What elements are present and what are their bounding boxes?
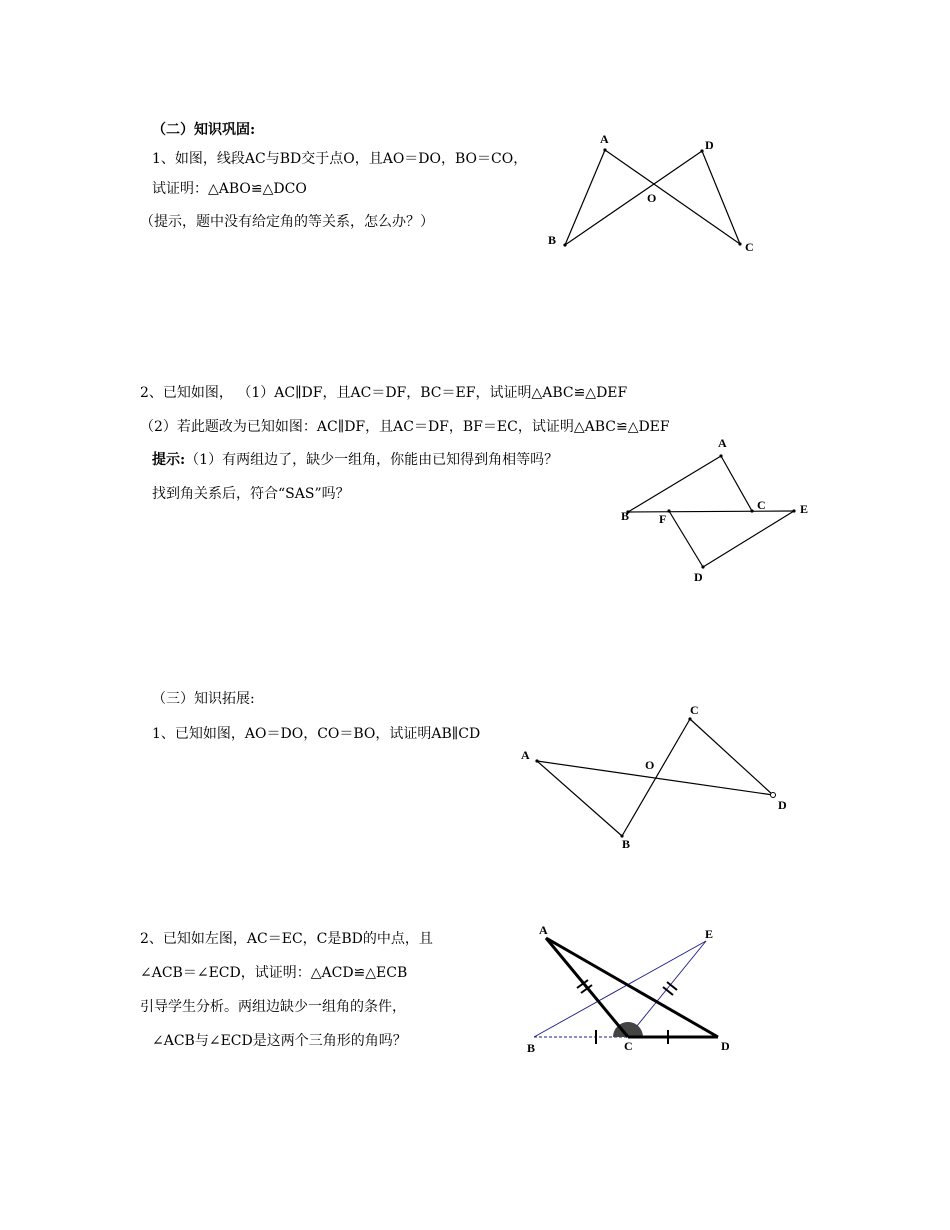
segment-AC (721, 456, 752, 511)
fig1-label-C: C (745, 240, 754, 254)
fig4-label-A: A (539, 923, 548, 937)
problem-2-variant: （2）若此题改为已知如图：AC∥DF，且AC＝DF，BF＝EC，试证明△ABC≌△DEF (140, 419, 670, 435)
fig2-label-D: D (694, 570, 703, 584)
extension-problem-2-line3: 引导学生分析。两组边缺少一组角的条件， (140, 999, 406, 1015)
segment-FD (669, 511, 703, 567)
segment-DE (703, 511, 794, 567)
section-heading-consolidation: （二）知识巩固: (152, 122, 256, 138)
segment-BA (628, 456, 721, 512)
fig1-label-B: B (548, 233, 557, 247)
problem-1-goal: 试证明：△ABO≌△DCO (152, 181, 307, 197)
fig2-label-E: E (800, 502, 809, 516)
problem-2-hint-followup: 找到角关系后，符合“SAS”吗？ (152, 486, 350, 502)
fig3-label-D: D (778, 798, 787, 812)
fig1-label-D: D (705, 138, 714, 152)
fig1-label-O: O (647, 191, 657, 205)
extension-problem-2-line2: ∠ACB＝∠ECD，试证明：△ACD≌△ECB (140, 965, 408, 981)
hint-label: 提示: (152, 452, 186, 468)
segment-CD (690, 719, 773, 795)
fig3-label-B: B (622, 837, 631, 851)
fig4-label-E: E (705, 927, 714, 941)
segment-AD (537, 761, 773, 795)
fig3-label-A: A (521, 748, 530, 762)
figure-3-bowtie (537, 719, 773, 836)
fig4-label-D: D (721, 1039, 730, 1053)
extension-problem-2-line4: ∠ACB与∠ECD是这两个三角形的角吗？ (152, 1033, 407, 1049)
problem-1-hint: （提示，题中没有给定角的等关系，怎么办？） (140, 214, 434, 230)
figure-2-triangles (628, 456, 794, 567)
segment-BE (628, 511, 794, 512)
fig4-label-B: B (527, 1041, 536, 1055)
problem-1-statement: 1、如图，线段AC与BD交于点O，且AO＝DO，BO＝CO， (152, 151, 528, 167)
fig2-label-F: F (659, 512, 667, 526)
segment-AB (537, 761, 622, 836)
segment-AD (546, 938, 718, 1037)
fig3-label-C: C (690, 703, 699, 717)
hint-text: （1）有两组边了，缺少一组角，你能由已知得到角相等吗？ (185, 452, 559, 468)
problem-2-statement: 2、已知如图， （1）AC∥DF，且AC＝DF，BC＝EF，试证明△ABC≌△DEF (140, 385, 628, 401)
fig2-label-A: A (718, 436, 727, 450)
segment-BD (565, 151, 702, 245)
extension-problem-1: 1、已知如图，AO＝DO，CO＝BO，试证明AB∥CD (152, 726, 481, 742)
fig1-label-A: A (600, 132, 609, 146)
section-heading-extension: （三）知识拓展: (152, 691, 255, 707)
segment-AC (605, 150, 740, 244)
segment-BC (622, 719, 690, 836)
fig3-label-O: O (645, 758, 655, 772)
fig2-label-B: B (621, 509, 630, 523)
extension-problem-2-line1: 2、已知如左图，AC＝EC，C是BD的中点，且 (140, 931, 433, 947)
fig2-label-C: C (757, 498, 766, 512)
fig4-label-C: C (624, 1039, 633, 1053)
figure-4-thick-triangle-ACD (546, 938, 718, 1037)
